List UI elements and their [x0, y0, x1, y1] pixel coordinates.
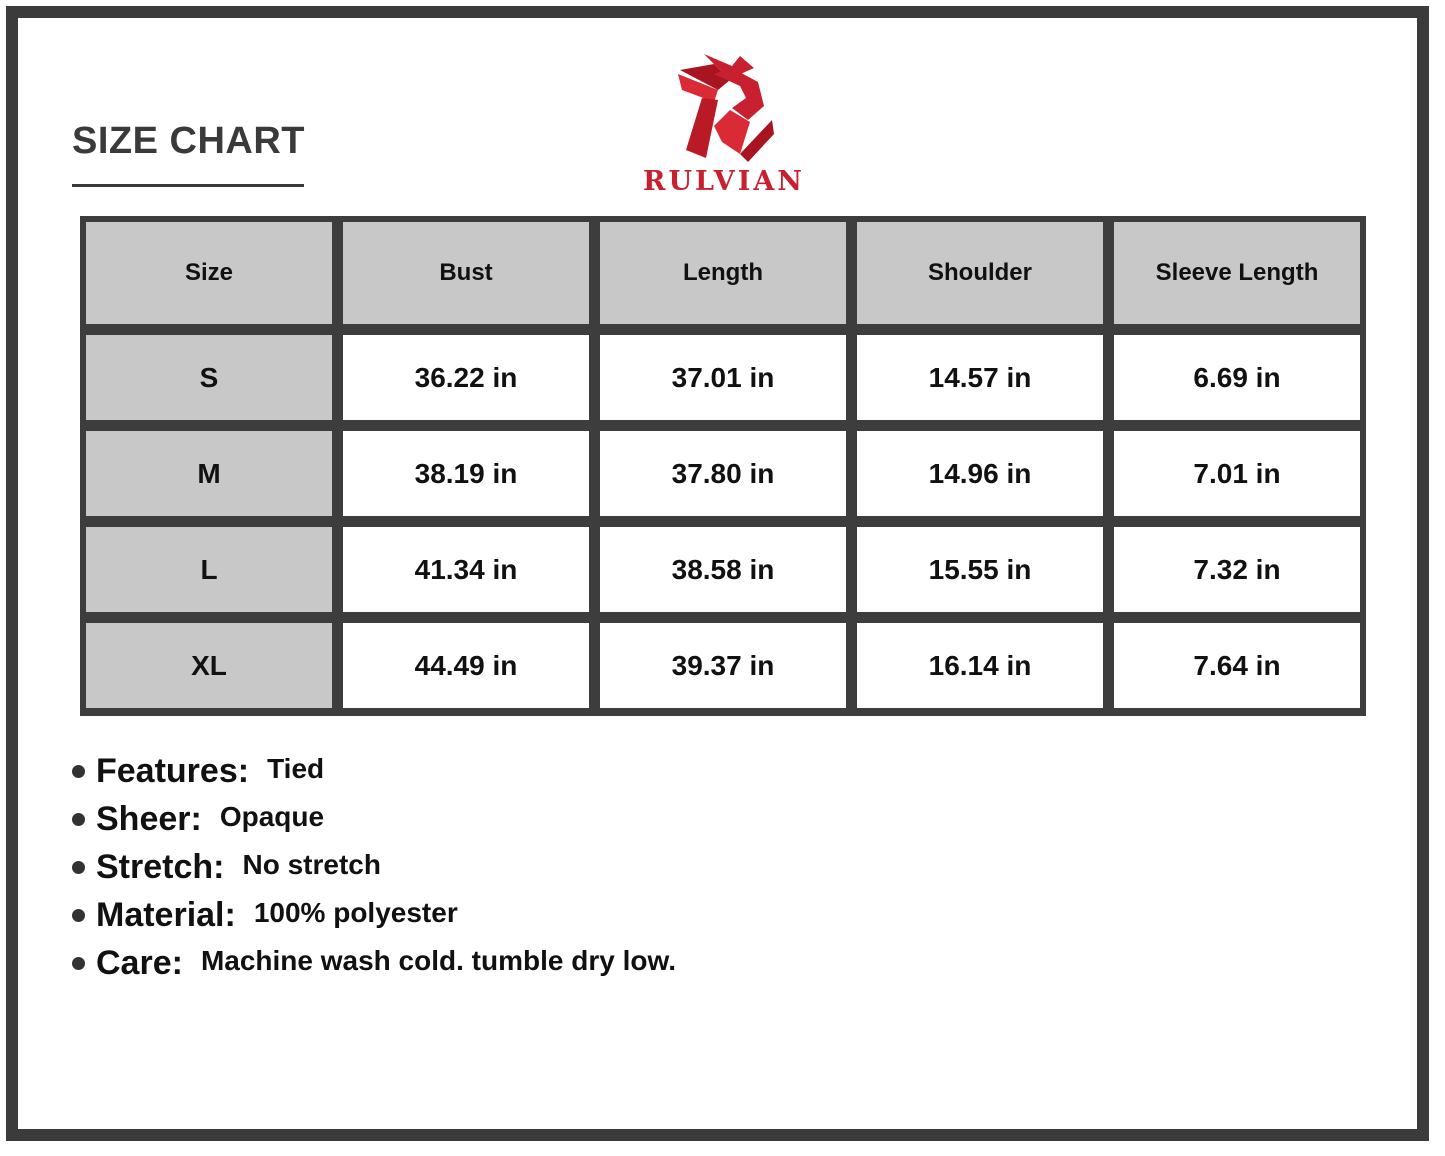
product-features-list	[72, 752, 676, 992]
feature-item-features	[72, 752, 676, 800]
shoulder-cell: 14.96 in	[857, 431, 1103, 516]
length-cell: 38.58 in	[600, 527, 846, 612]
header-cell-sleeve-length: Sleeve Length	[1114, 222, 1360, 324]
bust-cell: 44.49 in	[343, 623, 589, 708]
bust-cell: 41.34 in	[343, 527, 589, 612]
length-cell: 37.80 in	[600, 431, 846, 516]
feature-label: Sheer:	[96, 800, 202, 838]
header-cell-size: Size	[86, 222, 332, 324]
shoulder-cell: 15.55 in	[857, 527, 1103, 612]
size-cell: XL	[86, 623, 332, 708]
feature-item-sheer	[72, 800, 676, 848]
sleeve-length-cell: 6.69 in	[1114, 335, 1360, 420]
title-underline	[72, 184, 304, 187]
sleeve-length-cell: 7.32 in	[1114, 527, 1360, 612]
sleeve-length-cell: 7.64 in	[1114, 623, 1360, 708]
size-cell: M	[86, 431, 332, 516]
feature-item-material	[72, 896, 676, 944]
header-cell-length: Length	[600, 222, 846, 324]
header-cell-shoulder: Shoulder	[857, 222, 1103, 324]
sleeve-length-cell: 7.01 in	[1114, 431, 1360, 516]
size-cell: L	[86, 527, 332, 612]
header-cell-bust: Bust	[343, 222, 589, 324]
bust-cell: 36.22 in	[343, 335, 589, 420]
feature-value: Tied	[267, 753, 325, 784]
feature-value: Opaque	[219, 801, 325, 832]
bullet-icon	[72, 861, 85, 874]
bullet-icon	[72, 909, 85, 922]
feature-label: Care:	[96, 944, 183, 982]
length-cell: 39.37 in	[600, 623, 846, 708]
feature-label: Stretch:	[96, 848, 225, 886]
size-cell: S	[86, 335, 332, 420]
bust-cell: 38.19 in	[343, 431, 589, 516]
brand-logo-mark-icon	[674, 50, 774, 162]
feature-value: No stretch	[242, 849, 381, 880]
size-chart-table	[80, 216, 1366, 716]
bullet-icon	[72, 765, 85, 778]
feature-value: 100% polyester	[253, 897, 458, 928]
feature-label: Features:	[96, 752, 250, 790]
bullet-icon	[72, 813, 85, 826]
shoulder-cell: 16.14 in	[857, 623, 1103, 708]
feature-item-care	[72, 944, 676, 992]
brand-logo	[624, 50, 824, 198]
feature-item-stretch	[72, 848, 676, 896]
feature-label: Material:	[96, 896, 236, 934]
bullet-icon	[72, 957, 85, 970]
page-title: SIZE CHART	[72, 120, 305, 162]
brand-name: RULVIAN	[643, 166, 805, 197]
length-cell: 37.01 in	[600, 335, 846, 420]
shoulder-cell: 14.57 in	[857, 335, 1103, 420]
feature-value: Machine wash cold. tumble dry low.	[200, 945, 676, 976]
